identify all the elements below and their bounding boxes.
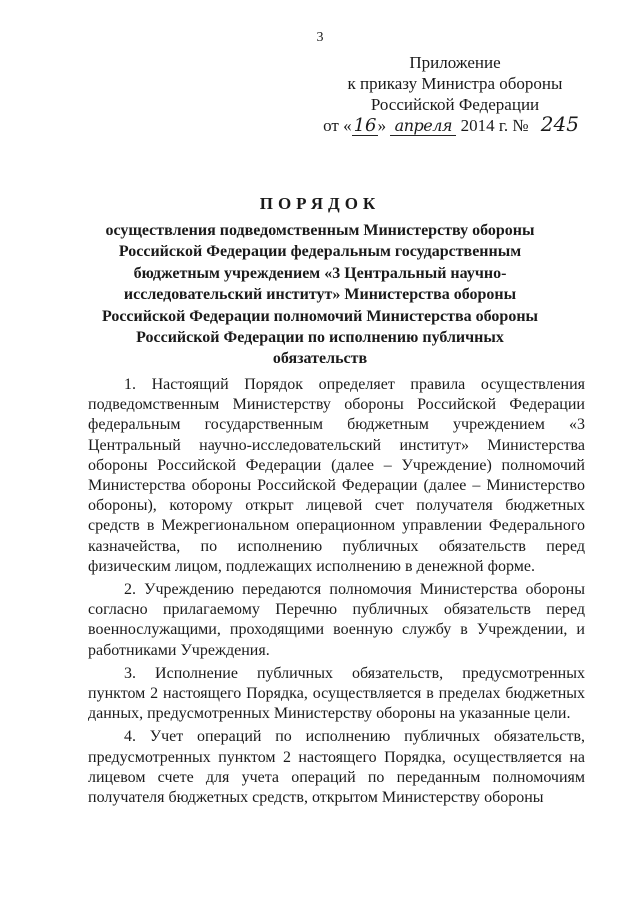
paragraph-3: 3. Исполнение публичных обязательств, предусмотренных пунктом 2 настоящего Порядка, осуществляется в пределах бюджетных данных, предусмотренных Министерству обороны на указанные цели. bbox=[88, 664, 585, 723]
date-quote-close: » bbox=[377, 116, 387, 135]
handwritten-month: апреля bbox=[390, 117, 456, 136]
appendix-header bbox=[310, 52, 600, 136]
document-title: ПОРЯДОК bbox=[259, 194, 381, 213]
handwritten-day: 16 bbox=[353, 115, 377, 136]
handwritten-order-number: 245 bbox=[540, 112, 579, 136]
paragraph-1: 1. Настоящий Порядок определяет правила осуществления подведомственным Министерству обороны Российской Федерации федеральным государственным бюджетным учреждением «3 Центральный научно-исследовательский институт» Министерства обороны Российской Федерации (далее – Учреждение) полномочий Министерства обороны Российской Федерации (далее – Министерство обороны), которому открыт лицевой счет получателя бюджетных средств в Межрегиональном операционном управлении Федерального казначейства, по исполнению публичных обязательств перед физическим лицом, подлежащих исполнению в денежной форме. bbox=[88, 376, 585, 575]
appendix-order-ref: к приказу Министра обороны bbox=[347, 74, 563, 93]
page-number: 3 bbox=[316, 30, 324, 45]
date-year-number-label: 2014 г. № bbox=[460, 116, 529, 135]
date-prefix: от « bbox=[323, 116, 352, 135]
appendix-label: Приложение bbox=[409, 53, 501, 72]
document-body bbox=[88, 375, 585, 811]
appendix-federation: Российской Федерации bbox=[370, 95, 540, 114]
paragraph-4: 4. Учет операций по исполнению публичных обязательств, предусмотренных пунктом 2 настоящего Порядка, осуществляется на лицевом счете для учета операций по переданным полномочиям получателя бюджетных средств, открытом Министерству обороны bbox=[88, 728, 585, 807]
paragraph-2: 2. Учреждению передаются полномочия Министерства обороны согласно прилагаемому Перечню публичных обязательств перед военнослужащими, проходящими военную службу в Учреждении, и работниками Учреждения. bbox=[88, 581, 585, 659]
document-subtitle: осуществления подведомственным Министерству обороны Российской Федерации федеральным государственным бюджетным учреждением «3 Центральный научно-исследовательский институт» Министерства обороны Российской Федерации полномочий Министерства обороны Российской Федерации по исполнению публичных обязательств bbox=[101, 222, 539, 368]
appendix-date-line bbox=[310, 112, 600, 136]
